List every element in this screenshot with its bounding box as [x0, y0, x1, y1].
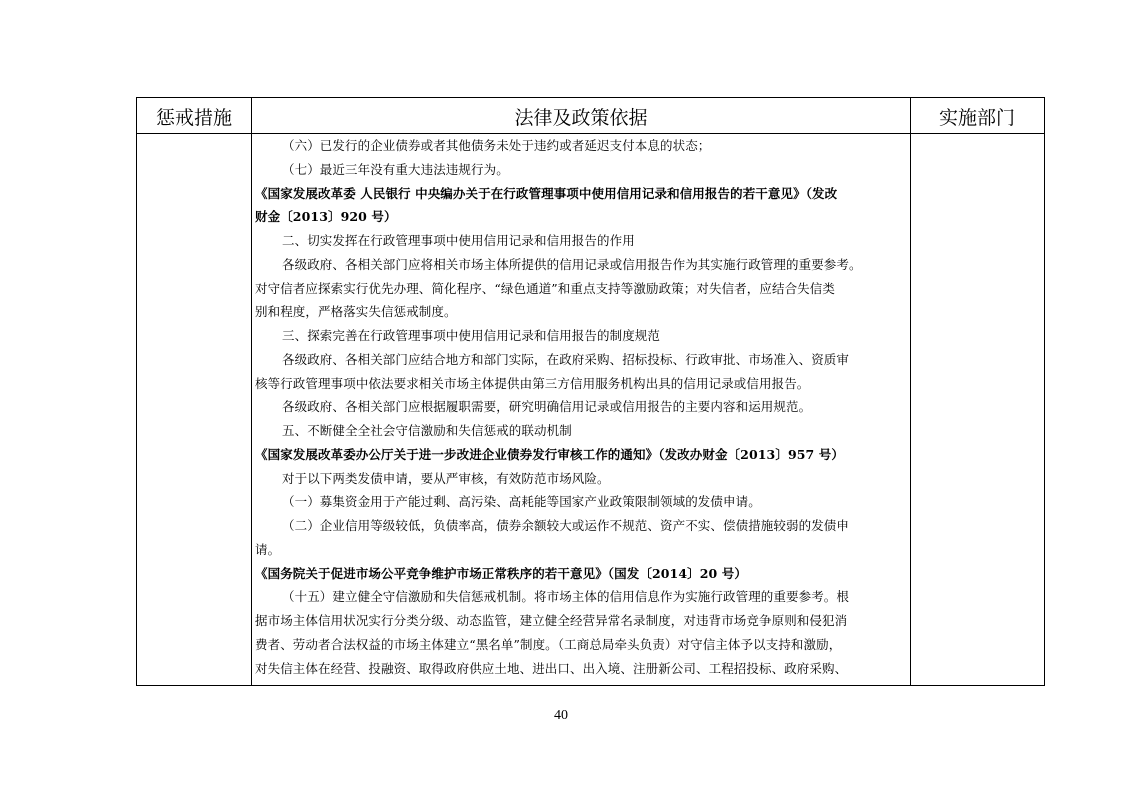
document-title-line: 财金〔2013〕920 号）: [255, 209, 397, 225]
text-line: 各级政府、各相关部门应将相关市场主体所提供的信用记录或信用报告作为其实施行政管理的重要参考。: [282, 256, 862, 272]
column-divider: [910, 98, 911, 685]
text-line: （六）已发行的企业债券或者其他债务未处于违约或者延迟支付本息的状态；: [282, 138, 711, 153]
text-line: 别和程度，严格落实失信惩戒制度。: [255, 304, 457, 320]
text-line: 对于以下两类发债申请，要从严审核，有效防范市场风险。: [282, 470, 610, 486]
text-line: 据市场主体信用状况实行分类分级、动态监管，建立健全经营异常名录制度，对违背市场竞争原则和侵犯消: [255, 613, 848, 628]
text-line: 核等行政管理事项中依法要求相关市场主体提供由第三方信用服务机构出具的信用记录或信用报告。: [255, 375, 810, 391]
document-title-line: 《国务院关于促进市场公平竞争维护市场正常秩序的若干意见》（国发〔2014〕20 号）: [255, 565, 747, 581]
document-title-line: 《国家发展改革委 人民银行 中央编办关于在行政管理事项中使用信用记录和信用报告的若干意见》（发改: [255, 185, 838, 201]
text-line: 请。: [255, 541, 281, 557]
text-line: （二）企业信用等级较低，负债率高，债券余额较大或运作不规范、资产不实、偿债措施较弱的发债申: [282, 518, 850, 533]
text-line: 对失信主体在经营、投融资、取得政府供应土地、进出口、出入境、注册新公司、工程招投标、政府采购、: [255, 660, 848, 676]
header-penalty-measures: 惩戒措施: [155, 106, 232, 129]
policy-table: [136, 97, 1045, 686]
document-title-line: 《国家发展改革委办公厅关于进一步改进企业债券发行审核工作的通知》（发改办财金〔2013〕957 号）: [255, 446, 844, 462]
text-line: （一）募集资金用于产能过剩、高污染、高耗能等国家产业政策限制领域的发债申请。: [282, 494, 761, 510]
text-line: （十五）建立健全守信激励和失信惩戒机制。将市场主体的信用信息作为实施行政管理的重要参考。根: [282, 589, 850, 605]
text-line: 各级政府、各相关部门应结合地方和部门实际，在政府采购、招标投标、行政审批、市场准入、资质审: [282, 351, 850, 367]
text-line: 五、不断健全全社会守信激励和失信惩戒的联动机制: [282, 423, 572, 438]
text-line: 三、探索完善在行政管理事项中使用信用记录和信用报告的制度规范: [282, 328, 661, 343]
header-implementing-dept: 实施部门: [938, 106, 1015, 129]
text-line: 各级政府、各相关部门应根据履职需要，研究明确信用记录或信用报告的主要内容和运用规范。: [282, 399, 812, 415]
text-line: 对守信者应探索实行优先办理、简化程序、“绿色通道”和重点支持等激励政策；对失信者，应结合失信类: [255, 280, 835, 296]
legal-basis-cell: [252, 135, 910, 685]
page-number: 40: [554, 708, 568, 723]
text-line: 二、切实发挥在行政管理事项中使用信用记录和信用报告的作用: [282, 233, 635, 248]
header-legal-basis: 法律及政策依据: [514, 106, 648, 129]
text-line: 费者、劳动者合法权益的市场主体建立“黑名单”制度。（工商总局牵头负责）对守信主体予以支持和激励，: [255, 636, 842, 652]
text-line: （七）最近三年没有重大违法违规行为。: [282, 161, 509, 177]
